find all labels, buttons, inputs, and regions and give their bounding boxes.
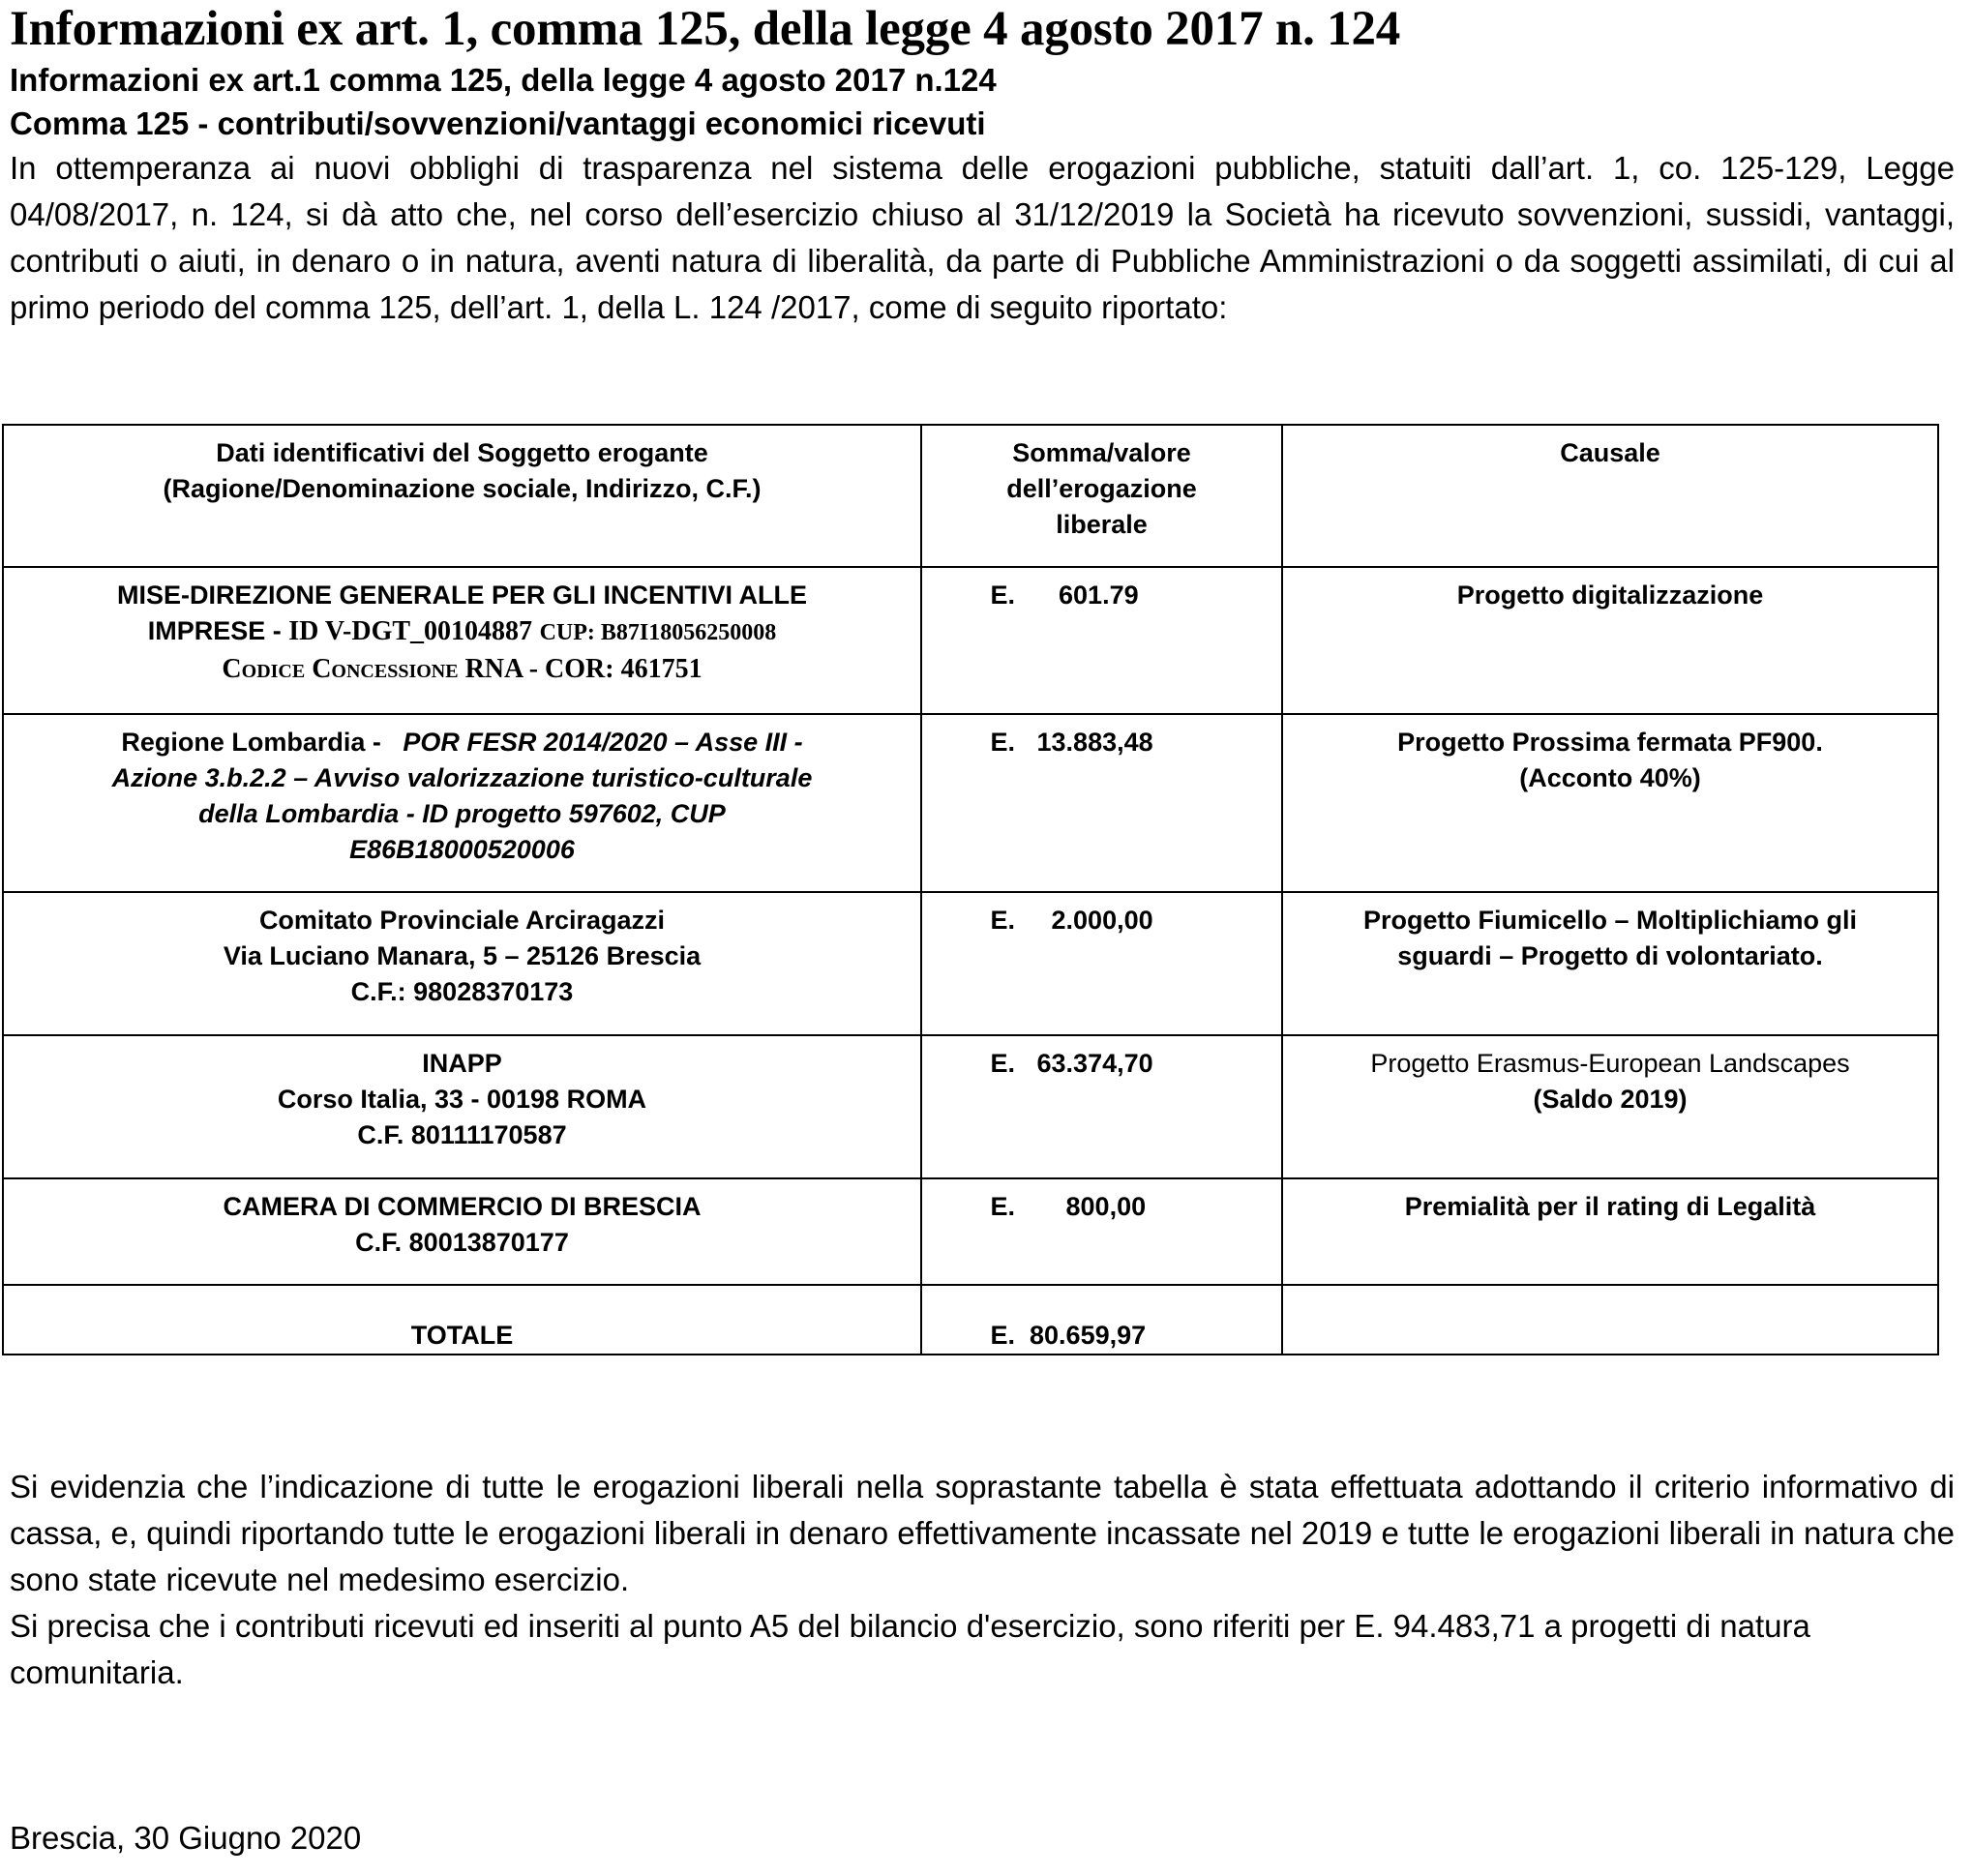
cell-importo [921,1035,1282,1178]
erogante-line: della Lombardia - ID progetto 597602, CUP [198,799,726,828]
erogante-line [17,613,907,651]
header-erogante [3,425,921,567]
importo-value: E. 13.883,48 [990,728,1153,757]
closing-block [10,1464,1955,1696]
causale-line: sguardi – Progetto di volontariato. [1397,941,1823,970]
header-erogante-line: Dati identificativi del Soggetto erogante [216,438,708,467]
document-subtitle: Informazioni ex art.1 comma 125, della legge 4 agosto 2017 n.124 [10,62,997,98]
header-importo-line: Somma/valore [1012,438,1191,467]
erogante-line: C.F. 80111170587 [357,1120,567,1149]
causale-line: Premialità per il rating di Legalità [1404,1192,1816,1221]
causale-line: Progetto digitalizzazione [1456,581,1764,610]
cell-causale [1282,567,1938,714]
cell-importo [921,714,1282,892]
closing-paragraph-1: Si evidenzia che l’indicazione di tutte le erogazioni liberali nella soprastante tabella è stata effettuata adottando il criterio informativo di cassa, e, quindi riportando tutte le erogazioni liberali in denaro effettivamente incassate nel 2019 e tutte le erogazioni liberali in natura che sono state ricevute nel medesimo esercizio. [10,1469,1955,1597]
erogante-line: MISE-DIREZIONE GENERALE PER GLI INCENTIVI ALLE [116,581,808,610]
place-date: Brescia, 30 Giugno 2020 [10,1820,362,1856]
header-importo-line: liberale [1056,510,1148,539]
cell-erogante [3,1035,921,1178]
total-label: TOTALE [3,1285,921,1355]
causale-line: Progetto Fiumicello – Moltiplichiamo gli [1362,906,1858,935]
table-row [3,1035,1938,1178]
grants-table [2,424,1939,1355]
causale-line: Progetto Prossima fermata PF900. [1397,728,1823,757]
cell-causale [1282,1035,1938,1178]
erogante-text: IMPRESE - [147,616,289,645]
cell-erogante [3,892,921,1035]
total-row [3,1285,1938,1355]
importo-value: E. 2.000,00 [990,906,1153,935]
total-causale [1282,1285,1938,1355]
intro-paragraph: In ottemperanza ai nuovi obblighi di trasparenza nel sistema delle erogazioni pubbliche, statuiti dall’art. 1, co. 125-129, Legge 04/08/2017, n. 124, si dà atto che, nel corso dell’esercizio chiuso al 31/12/2019 la Società ha ricevuto sovvenzioni, sussidi, vantaggi, contributi o aiuti, in denaro o in natura, aventi natura di liberalità, da parte di Pubbliche Amministrazioni o da soggetti assimilati, di cui al primo periodo del comma 125, dell’art. 1, della L. 124 /2017, come di seguito riportato: [10,150,1955,325]
cell-causale [1282,714,1938,892]
document-page [10,0,1955,331]
document-title: Informazioni ex art. 1, comma 125, della legge 4 agosto 2017 n. 124 [10,2,1401,56]
importo-value: E. 63.374,70 [990,1049,1153,1078]
table-header-row [3,425,1938,567]
cell-erogante [3,714,921,892]
importo-value: E. 800,00 [990,1192,1147,1221]
closing-paragraph-2: Si precisa che i contributi ricevuti ed inseriti al punto A5 del bilancio d'esercizio, sono riferiti per E. 94.483,71 a progetti di natura comunitaria. [10,1608,1810,1690]
table-row [3,567,1938,714]
erogante-line: Codice Concessione RNA - COR: 461751 [222,654,703,684]
cell-causale [1282,892,1938,1035]
table-row [3,892,1938,1035]
erogante-line: Comitato Provinciale Arciragazzi [258,906,666,935]
erogante-line [17,725,907,760]
header-causale [1282,425,1938,567]
erogante-text: Regione Lombardia - [121,728,404,757]
importo-value: E. 601.79 [990,581,1139,610]
erogante-line: C.F.: 98028370173 [350,977,574,1006]
erogante-id: ID V-DGT_00104887 [288,616,533,646]
erogante-line: Corso Italia, 33 - 00198 ROMA [277,1085,647,1114]
table-row [3,1178,1938,1285]
erogante-line: Azione 3.b.2.2 – Avviso valorizzazione turistico-culturale [111,763,813,792]
causale-line: Progetto Erasmus-European Landscapes [1370,1049,1850,1078]
erogante-line: Via Luciano Manara, 5 – 25126 Brescia [223,941,702,970]
header-importo-line: dell’erogazione [1006,474,1197,503]
cell-erogante [3,567,921,714]
erogante-line: INAPP [422,1049,502,1078]
section-heading: Comma 125 - contributi/sovvenzioni/vantaggi economici ricevuti [10,105,986,141]
erogante-line: C.F. 80013870177 [355,1228,569,1257]
cell-causale [1282,1178,1938,1285]
table-row [3,714,1938,892]
causale-line: (Acconto 40%) [1519,763,1701,792]
causale-line: (Saldo 2019) [1533,1085,1688,1114]
erogante-cup: CUP: B87I18056250008 [539,620,777,645]
erogante-text: POR FESR 2014/2020 – Asse III - [403,728,803,757]
total-importo-cell [921,1285,1282,1355]
header-erogante-line: (Ragione/Denominazione sociale, Indirizzo, C.F.) [163,474,762,503]
cell-importo [921,892,1282,1035]
cell-erogante [3,1178,921,1285]
cell-importo [921,1178,1282,1285]
erogante-line: E86B18000520006 [349,835,575,864]
total-importo: E. 80.659,97 [990,1321,1147,1350]
header-importo [921,425,1282,567]
header-causale-label: Causale [1560,438,1660,467]
cell-importo [921,567,1282,714]
erogante-line: CAMERA DI COMMERCIO DI BRESCIA [223,1192,702,1221]
